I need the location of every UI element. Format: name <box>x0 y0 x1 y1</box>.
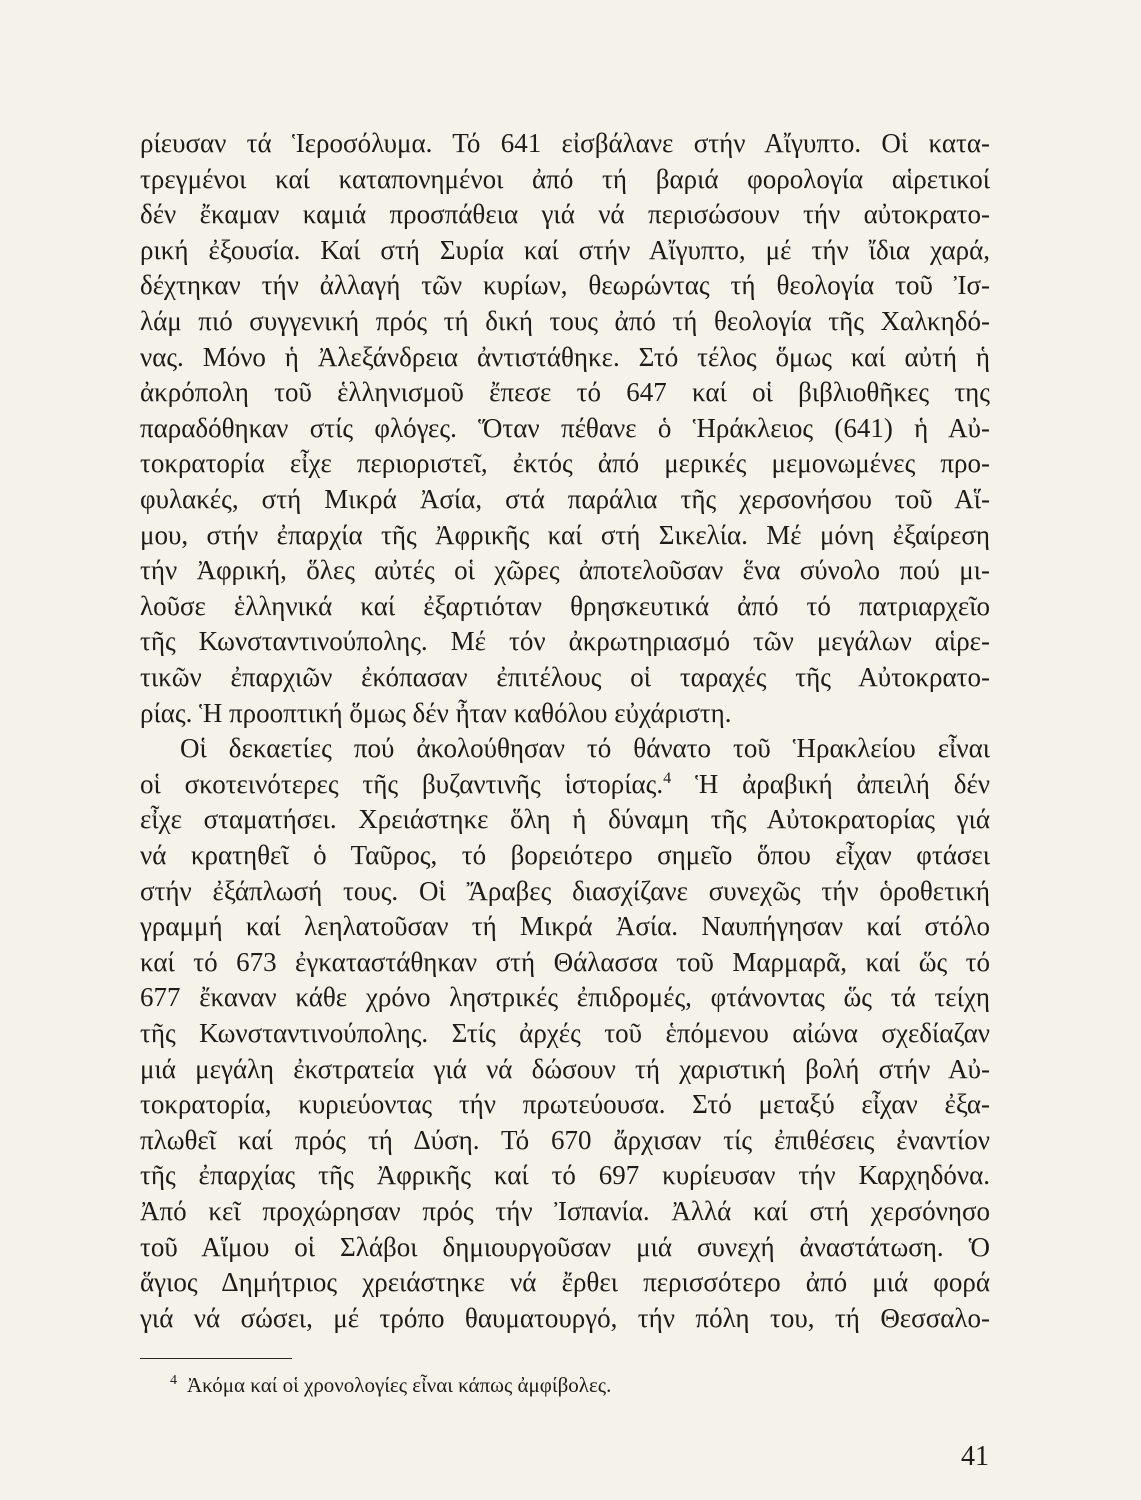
footnote <box>170 1370 611 1404</box>
text-line: 677 ἔκαναν κάθε χρόνο ληστρικές ἐπιδρομές, φτάνοντας ὥς τά τείχη <box>140 982 990 1013</box>
text-line: Ἀπό κεῖ προχώρησαν πρός τήν Ἰσπανία. Ἀλλά καί στή χερσόνησο <box>140 1196 990 1226</box>
text-line: ἅγιος Δημήτριος χρειάστηκε νά ἔρθει περισσότερο ἀπό μιά φορά <box>140 1267 990 1298</box>
text-line: εἶχε σταματήσει. Χρειάστηκε ὅλη ἡ δύναμη τῆς Αὐτοκρατορίας γιά <box>140 804 990 835</box>
text-line: δέν ἔκαμαν καμιά προσπάθεια γιά νά περισώσουν τήν αὐτοκρατο- <box>140 199 990 230</box>
text-line: τῆς ἐπαρχίας τῆς Ἀφρικῆς καί τό 697 κυρίευσαν τήν Καρχηδόνα. <box>140 1160 990 1191</box>
text-line: τήν Ἀφρική, ὅλες αὐτές οἱ χῶρες ἀποτελοῦσαν ἕνα σύνολο πού μι- <box>140 555 990 586</box>
text-line: πλωθεῖ καί πρός τή Δύση. Τό 670 ἄρχισαν τίς ἐπιθέσεις ἐναντίον <box>140 1124 990 1155</box>
text-line: μιά μεγάλη ἐκστρατεία γιά νά δώσουν τή χαριστική βολή στήν Αὐ- <box>140 1053 990 1084</box>
footnote-marker: 4 <box>170 1373 177 1388</box>
text-line: γραμμή καί λεηλατοῦσαν τή Μικρά Ἀσία. Ναυπήγησαν καί στόλο <box>140 911 990 942</box>
footnote-reference: 4 <box>663 768 672 787</box>
text-line: καί τό 673 ἐγκαταστάθηκαν στή Θάλασσα τοῦ Μαρμαρᾶ, καί ὥς τό <box>140 946 990 977</box>
text-line-with-footnote-ref <box>140 767 990 803</box>
text-line: ρική ἐξουσία. Καί στή Συρία καί στήν Αἴγυπτο, μέ τήν ἴδια χαρά, <box>140 234 990 265</box>
text-line: τῆς Κωνσταντινούπολης. Μέ τόν ἀκρωτηριασμό τῶν μεγάλων αἱρε- <box>140 626 990 657</box>
text-line: τικῶν ἐπαρχιῶν ἐκόπασαν ἐπιτέλους οἱ ταραχές τῆς Αὐτοκρατο- <box>140 662 990 692</box>
text-line: τοκρατορία, κυριεύοντας τήν πρωτεύουσα. Στό μεταξύ εἶχαν ἐξα- <box>140 1089 990 1120</box>
page-number: 41 <box>961 1441 989 1472</box>
text-line: λοῦσε ἑλληνικά καί ἐξαρτιόταν θρησκευτικά ἀπό τό πατριαρχεῖο <box>140 590 990 621</box>
footnote-text: Ἀκόμα καί οἱ χρονολογίες εἶναι κάπως ἀμφίβολες. <box>187 1373 612 1397</box>
text-line: τρεγμένοι καί καταπονημένοι ἀπό τή βαριά φορολογία αἱρετικοί <box>140 163 990 194</box>
text-line: ρίας. Ἡ προοπτική ὅμως δέν ἦταν καθόλου εὐχάριστη. <box>140 697 732 728</box>
text-line: δέχτηκαν τήν ἀλλαγή τῶν κυρίων, θεωρώντας τή θεολογία τοῦ Ἰσ- <box>140 270 990 301</box>
text-line: στήν ἐξάπλωσή τους. Οἱ Ἄραβες διασχίζανε συνεχῶς τήν ὁροθετική <box>140 875 990 906</box>
text-line: λάμ πιό συγγενική πρός τή δική τους ἀπό τή θεολογία τῆς Χαλκηδό- <box>140 306 990 336</box>
text-line: τῆς Κωνσταντινούπολης. Στίς ἀρχές τοῦ ἑπόμενου αἰώνα σχεδίαζαν <box>140 1018 990 1048</box>
text-line: νας. Μόνο ἡ Ἀλεξάνδρεια ἀντιστάθηκε. Στό τέλος ὅμως καί αὐτή ἡ <box>140 341 990 372</box>
text-segment: οἱ σκοτεινότερες τῆς βυζαντινῆς ἱστορίας. <box>140 768 664 799</box>
text-line: ἀκρόπολη τοῦ ἑλληνισμοῦ ἔπεσε τό 647 καί οἱ βιβλιοθῆκες της <box>140 377 990 408</box>
text-line: ρίευσαν τά Ἱεροσόλυμα. Τό 641 εἰσβάλανε στήν Αἴγυπτο. Οἱ κατα- <box>140 128 990 158</box>
text-line: παραδόθηκαν στίς φλόγες. Ὅταν πέθανε ὁ Ἡράκλειος (641) ἡ Αὐ- <box>140 412 990 443</box>
text-segment: Ἡ ἀραβική ἀπειλή δέν <box>671 768 990 799</box>
footnote-divider <box>140 1358 292 1359</box>
text-line: τοῦ Αἵμου οἱ Σλάβοι δημιουργοῦσαν μιά συνεχή ἀναστάτωση. Ὁ <box>140 1231 990 1262</box>
paragraph-first-line: Οἱ δεκαετίες πού ἀκολούθησαν τό θάνατο τοῦ Ἡρακλείου εἶναι <box>180 733 990 764</box>
text-line: γιά νά σώσει, μέ τρόπο θαυματουργό, τήν πόλη του, τή Θεσσαλο- <box>140 1302 990 1333</box>
text-line: νά κρατηθεῖ ὁ Ταῦρος, τό βορειότερο σημεῖο ὅπου εἶχαν φτάσει <box>140 840 990 870</box>
text-line: μου, στήν ἐπαρχία τῆς Ἀφρικῆς καί στή Σικελία. Μέ μόνη ἐξαίρεση <box>140 519 990 550</box>
text-line: τοκρατορία εἶχε περιοριστεῖ, ἐκτός ἀπό μερικές μεμονωμένες προ- <box>140 448 990 479</box>
text-line: φυλακές, στή Μικρά Ἀσία, στά παράλια τῆς χερσονήσου τοῦ Αἵ- <box>140 484 990 514</box>
